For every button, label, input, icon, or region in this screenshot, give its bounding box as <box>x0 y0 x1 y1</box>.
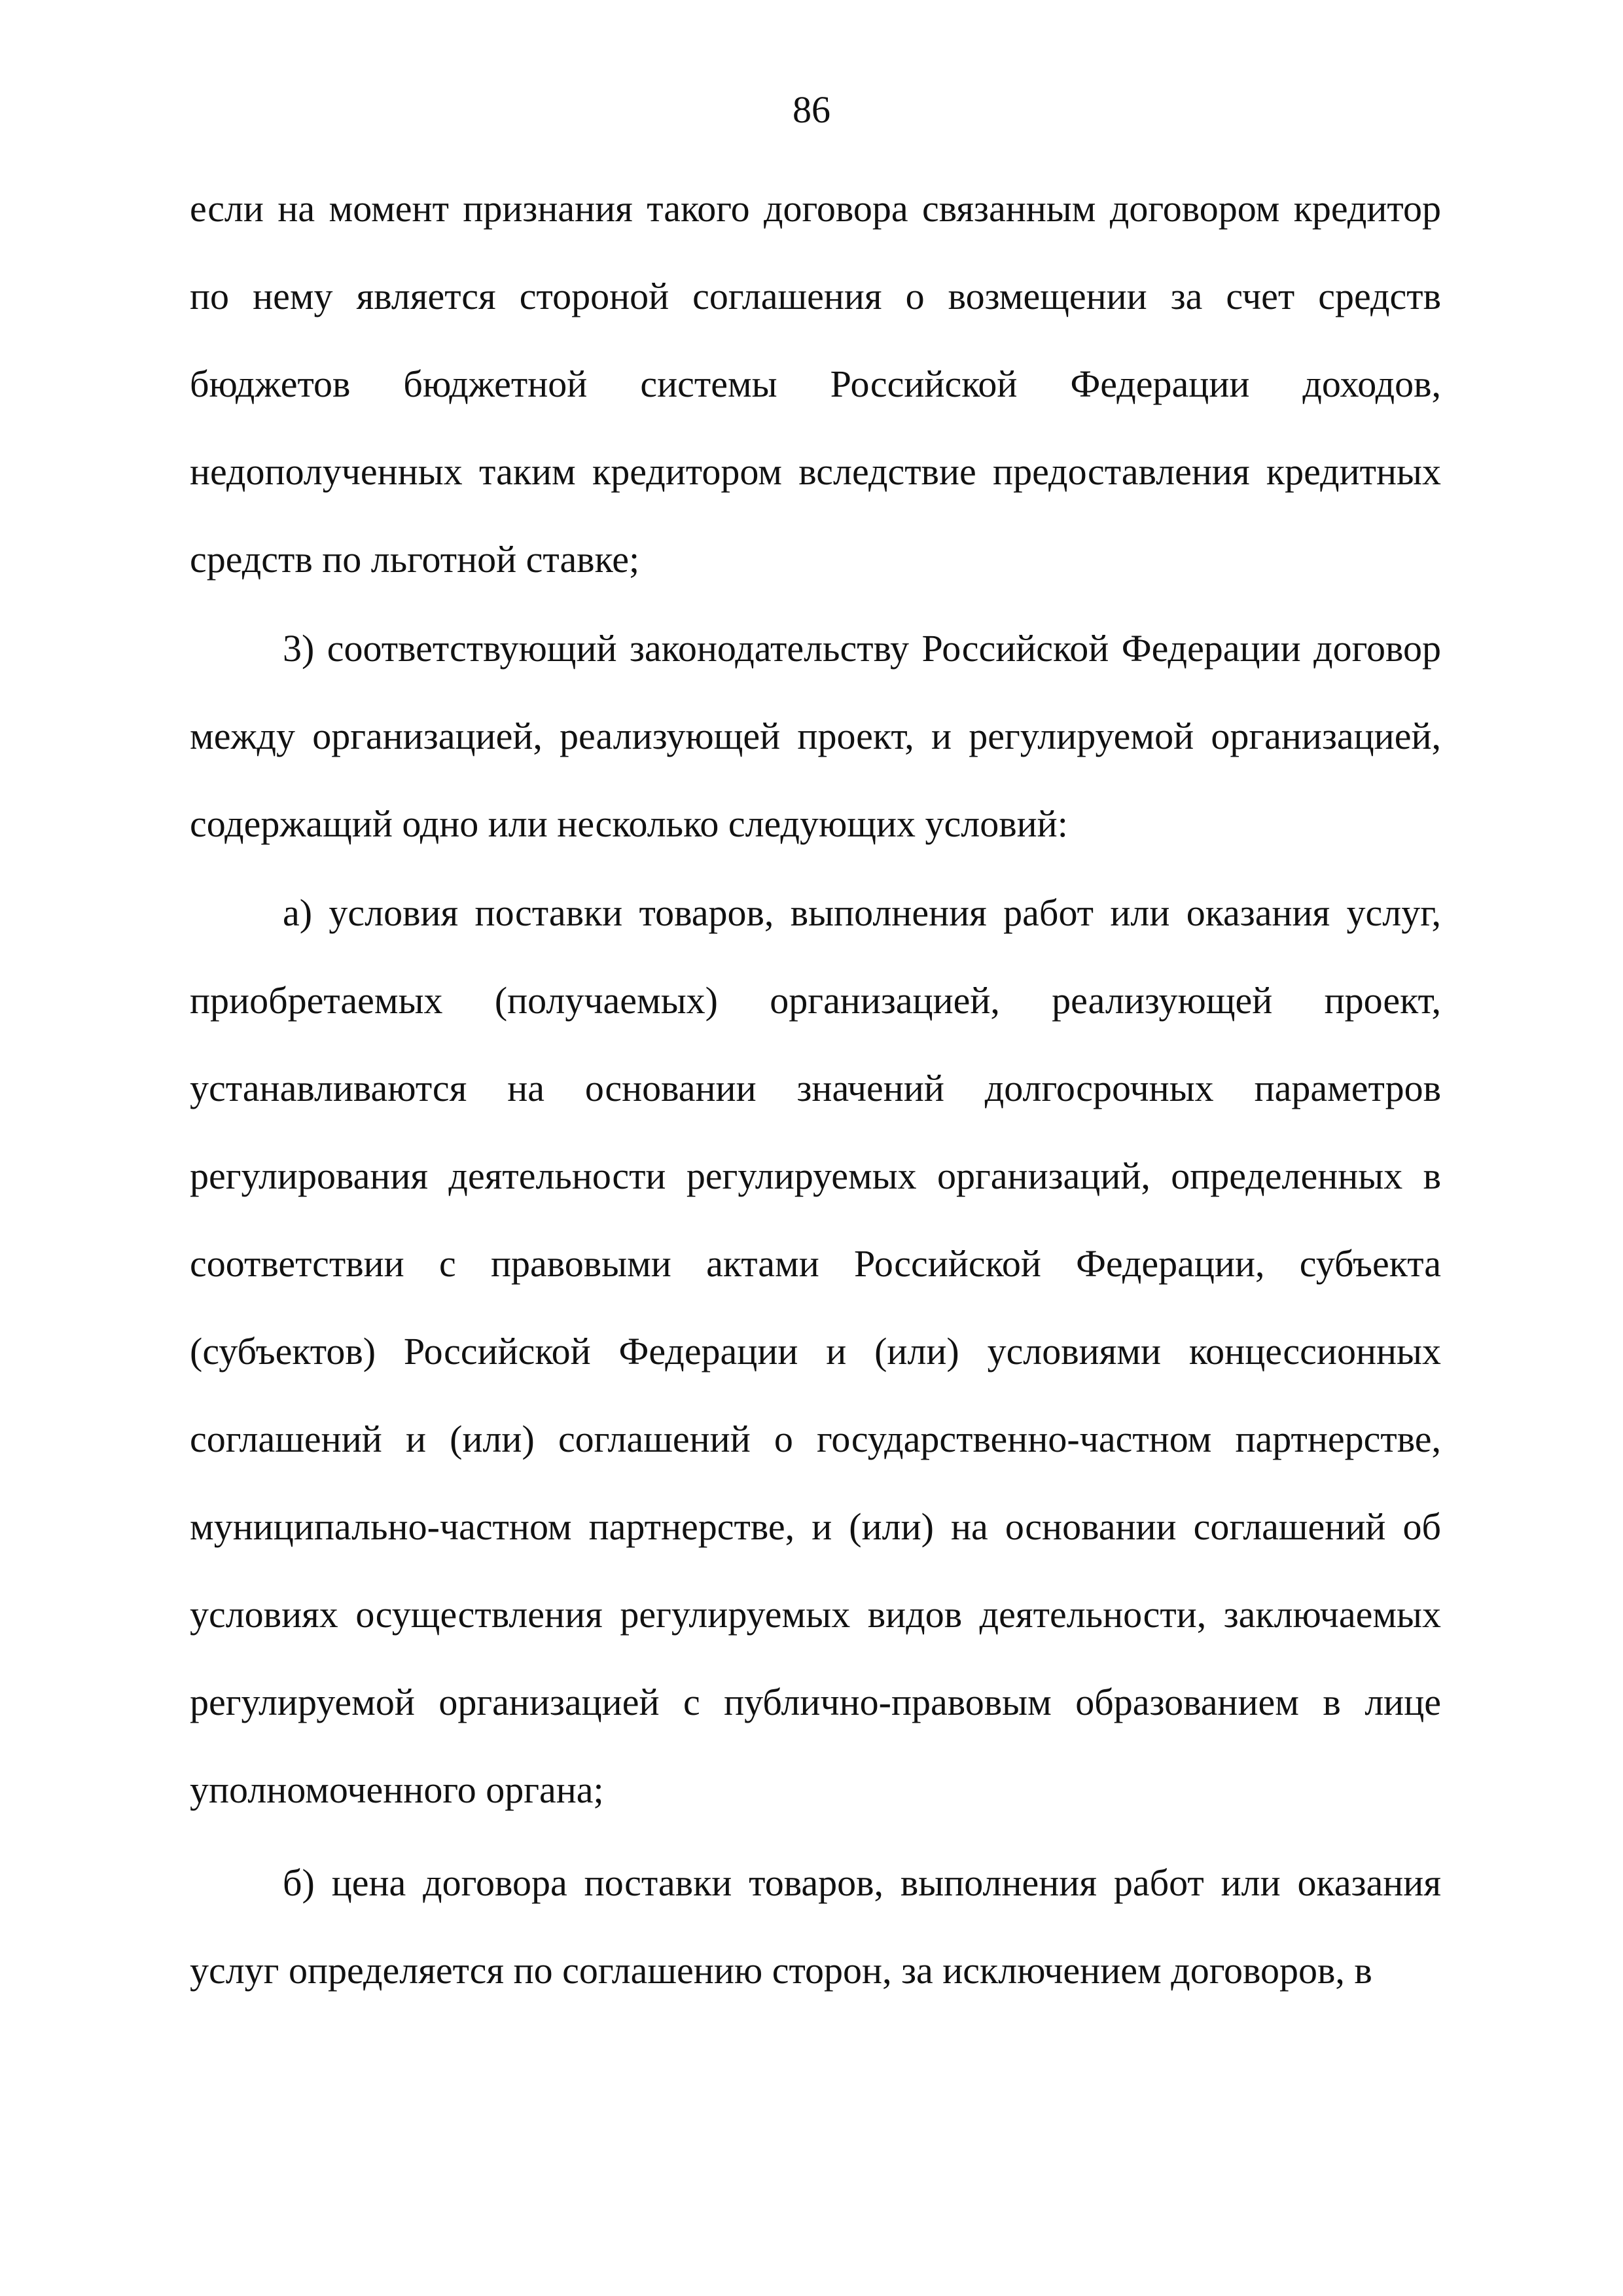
paragraph-subitem-b <box>190 1839 1441 2015</box>
paragraph-text: б) цена договора поставки товаров, выполнения работ или оказания услуг определяется по соглашению сторон, за исключением договоров, в <box>190 1861 1441 1992</box>
paragraph-continuation <box>190 165 1441 603</box>
paragraph-text: если на момент признания такого договора связанным договором кредитор по нему является стороной соглашения о возмещении за счет средств бюджетов бюджетной системы Российской Федерации доходов, недополученных таким кредитором вследствие предоставления кредитных средств по льготной ставке; <box>190 187 1441 581</box>
paragraph-subitem-a <box>190 869 1441 1834</box>
page-number: 86 <box>793 88 830 131</box>
paragraph-item-3 <box>190 605 1441 868</box>
paragraph-text: а) условия поставки товаров, выполнения работ или оказания услуг, приобретаемых (получаемых) организацией, реализующей проект, устанавливаются на основании значений долгосрочных параметров регулирования деятельности регулируемых организаций, определенных в соответствии с правовыми актами Российской Федерации, субъекта (субъектов) Российской Федерации и (или) условиями концессионных соглашений и (или) соглашений о государственно-частном партнерстве, муниципально-частном партнерстве, и (или) на основании соглашений об условиях осуществления регулируемых видов деятельности, заключаемых регулируемой организацией с публично-правовым образованием в лице уполномоченного органа; <box>190 891 1441 1811</box>
paragraph-text: 3) соответствующий законодательству Российской Федерации договор между организацией, реализующей проект, и регулируемой организацией, содержащий одно или несколько следующих условий: <box>190 627 1441 845</box>
